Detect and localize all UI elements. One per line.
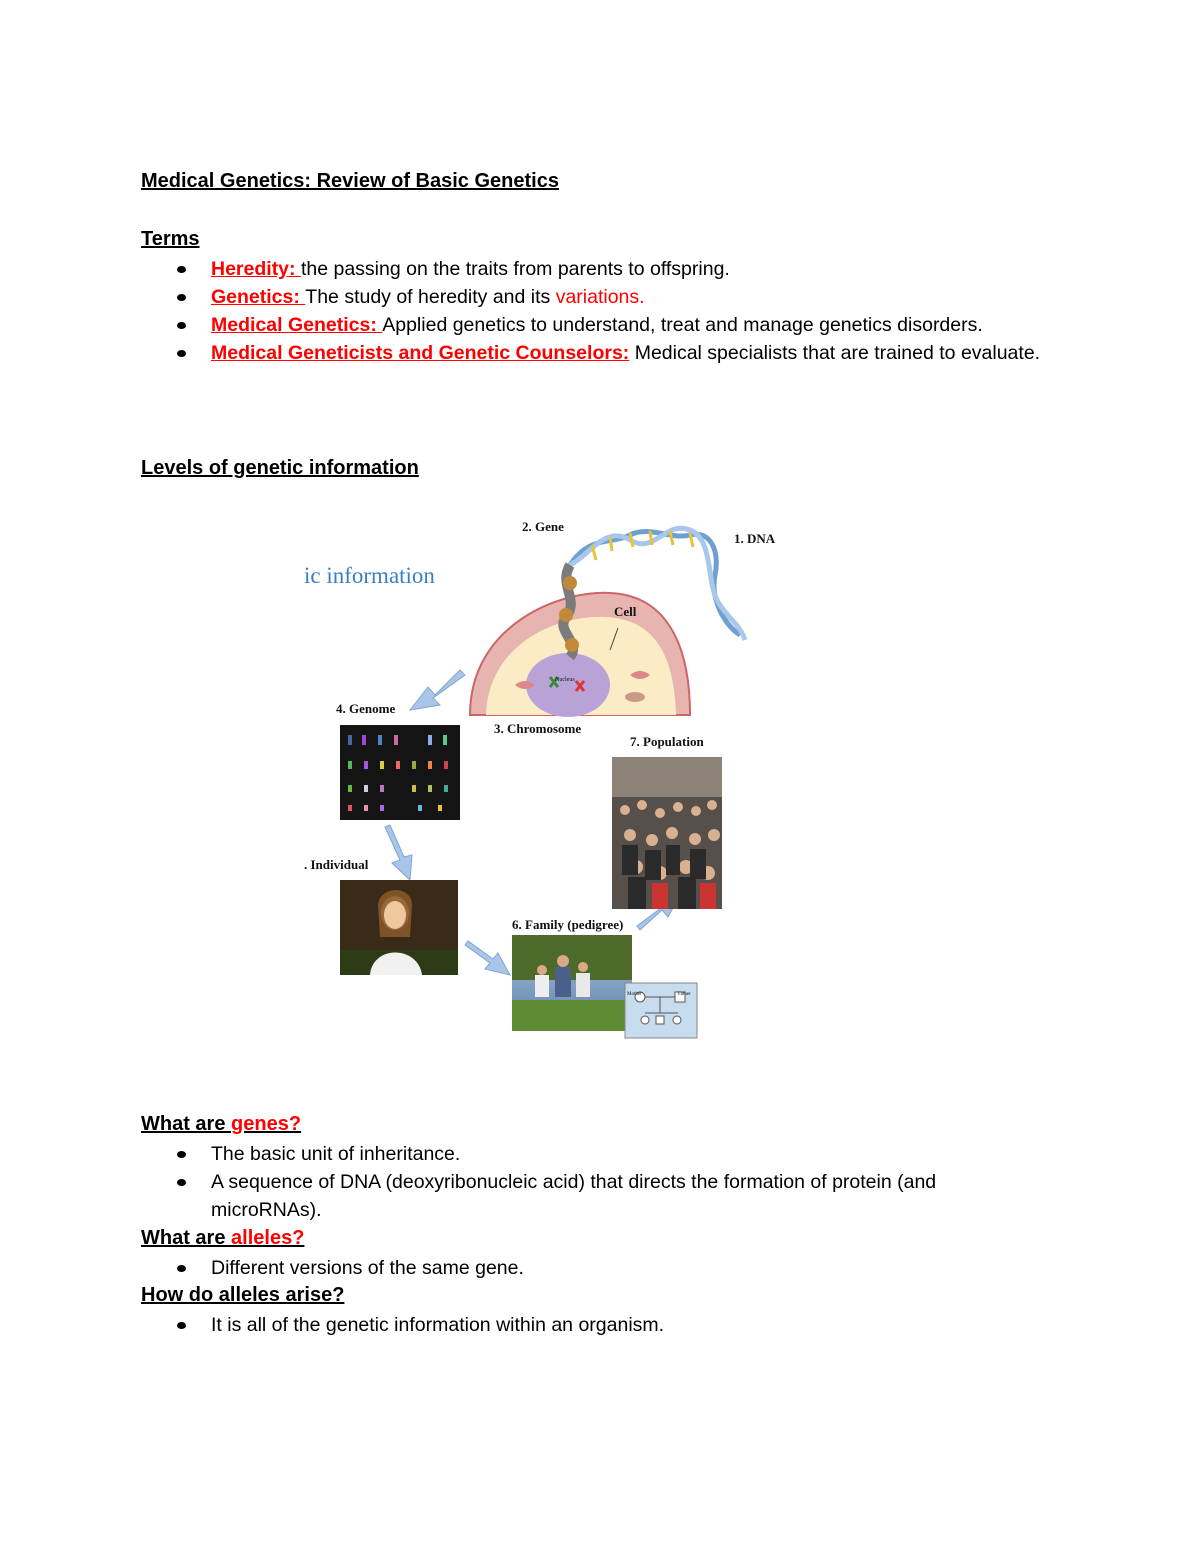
mother-label: Mother [627,992,642,997]
genes-heading-highlight: genes? [231,1113,302,1135]
arise-list [141,1311,1041,1339]
bullet-icon [177,322,186,329]
genes-heading-prefix: What are [141,1113,232,1135]
family-photo [512,935,632,1031]
individual-photo [340,880,458,975]
alleles-heading-highlight: alleles? [231,1227,305,1249]
chromosome-label: 3. Chromosome [494,721,582,736]
term-label: Medical Geneticists and Genetic Counselors: [211,342,630,364]
arise-heading: How do alleles arise? [141,1284,345,1306]
terms-heading: Terms [141,228,200,250]
arrow-to-genome [410,670,465,710]
list-item-text: The basic unit of inheritance. [211,1143,461,1165]
list-item [141,339,1041,367]
bullet-icon [177,1151,186,1158]
bullet-icon [177,266,186,273]
term-definition: Medical specialists that are trained to evaluate. [629,342,1041,364]
alleles-list [141,1254,1041,1282]
list-item [141,255,1041,283]
list-item-text: A sequence of DNA (deoxyribonucleic acid) that directs the formation of protein (and microRNAs). [211,1171,937,1221]
term-definition: The study of heredity and its [305,286,556,308]
population-label: 7. Population [630,734,704,749]
list-item [141,1254,1041,1282]
list-item [141,1311,1041,1339]
terms-list [141,255,1041,367]
genome-label: 4. Genome [336,701,396,716]
term-definition: Applied genetics to understand, treat and manage genetics disorders. [382,314,983,336]
father-label: Father [678,992,691,997]
arrow-to-family [465,941,510,975]
arrow-to-individual [385,825,412,880]
term-label: Medical Genetics: [211,314,383,336]
list-item [141,1140,1041,1168]
bullet-icon [177,1322,186,1329]
bullet-icon [177,294,186,301]
list-item [141,283,1041,311]
list-item-text: It is all of the genetic information within an organism. [211,1314,665,1336]
alleles-heading-prefix: What are [141,1227,232,1249]
dna-label: 1. DNA [734,531,776,546]
document-title: Medical Genetics: Review of Basic Genetics [141,170,559,192]
term-definition: the passing on the traits from parents to offspring. [300,258,730,280]
family-label: 6. Family (pedigree) [512,917,624,932]
figure-title-fragment: ic information [304,563,435,588]
genome-karyotype [340,725,460,820]
bullet-icon [177,1179,186,1186]
levels-heading: Levels of genetic information [141,457,419,479]
list-item-text: Different versions of the same gene. [211,1257,524,1279]
term-label: Heredity: [211,258,301,280]
gene-label: 2. Gene [522,519,564,534]
nucleus-label: Nucleus [555,677,575,683]
genes-list [141,1140,1041,1224]
bullet-icon [177,1265,186,1272]
individual-label: . Individual [304,857,369,872]
cell-label: Cell [614,604,637,619]
term-label: Genetics: [211,286,306,308]
term-highlight: variations. [555,286,645,308]
levels-figure [300,505,776,1045]
list-item [141,311,1041,339]
bullet-icon [177,350,186,357]
list-item [141,1168,1041,1224]
alleles-heading [141,1227,304,1250]
cell-graphic [470,593,690,717]
population-photo [612,757,722,909]
genes-heading [141,1113,301,1136]
